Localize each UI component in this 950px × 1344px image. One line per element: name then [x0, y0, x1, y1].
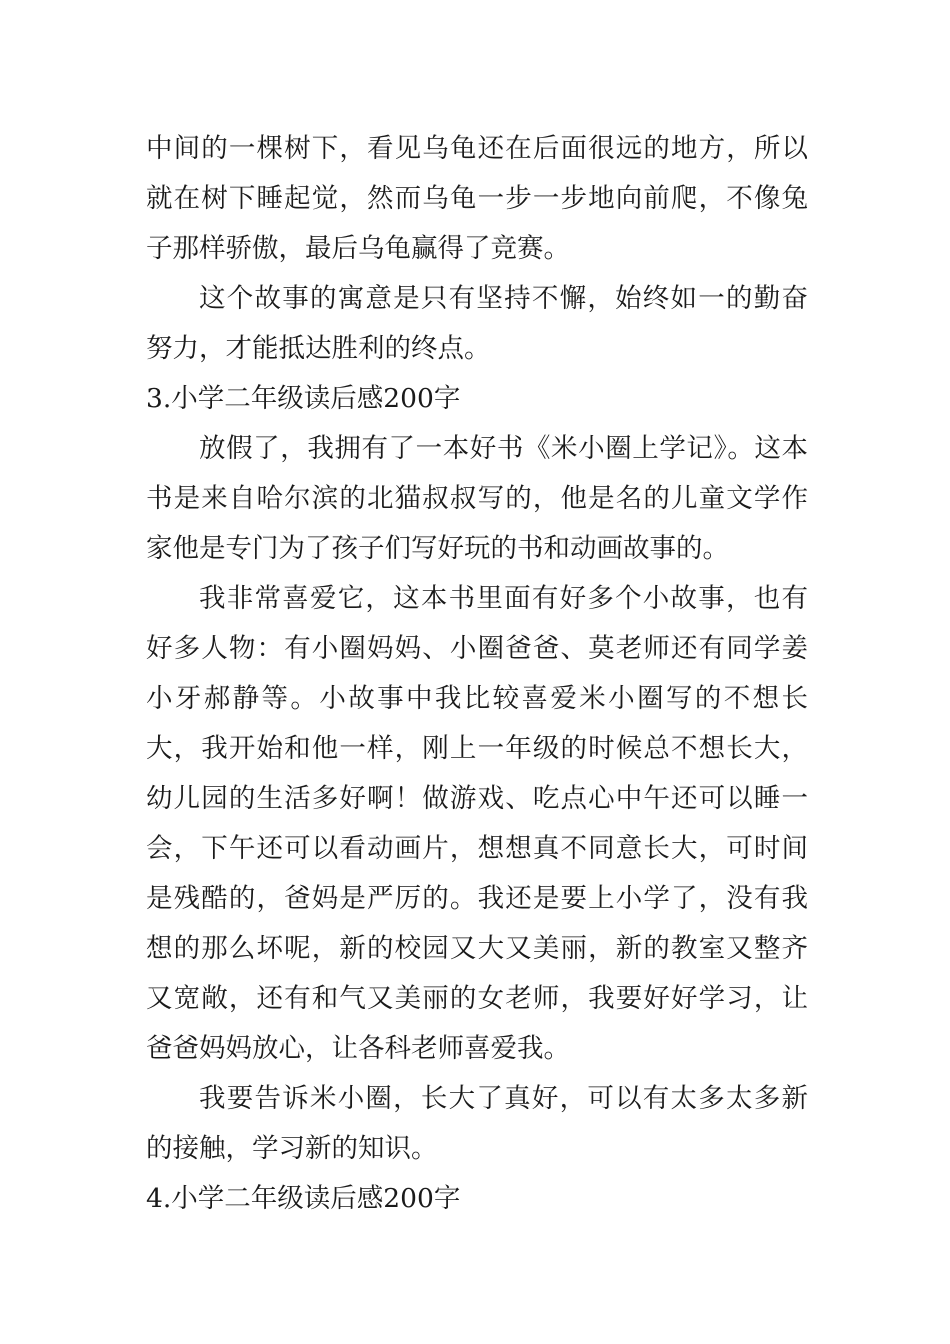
paragraph-continued: 中间的一棵树下，看见乌龟还在后面很远的地方，所以就在树下睡起觉，然而乌龟一步一步地向前爬，不像兔子那样骄傲，最后乌龟赢得了竞赛。 — [146, 133, 808, 264]
section-heading-3: 3.小学二年级读后感200字 — [146, 383, 461, 414]
paragraph-book-story: 我非常喜爱它，这本书里面有好多个小故事，也有好多人物：有小圈妈妈、小圈爸爸、莫老师还有同学姜小牙郝静等。小故事中我比较喜爱米小圈写的不想长大，我开始和他一样，刚上一年级的时候总不想长大，幼儿园的生活多好啊！做游戏、吃点心中午还可以睡一会，下午还可以看动画片，想想真不同意长大，可时间是残酷的，爸妈是严厉的。我还是要上小学了，没有我想的那么坏呢，新的校园又大又美丽，新的教室又整齐又宽敞，还有和气又美丽的女老师，我要好好学习，让爸爸妈妈放心，让各科老师喜爱我。 — [146, 583, 808, 1064]
document-body — [146, 124, 808, 1224]
section-heading-4: 4.小学二年级读后感200字 — [146, 1183, 461, 1214]
paragraph-closing: 我要告诉米小圈，长大了真好，可以有太多太多新的接触，学习新的知识。 — [146, 1083, 808, 1164]
paragraph-book-intro: 放假了，我拥有了一本好书《米小圈上学记》。这本书是来自哈尔滨的北猫叔叔写的，他是名的儿童文学作家他是专门为了孩子们写好玩的书和动画故事的。 — [146, 433, 808, 564]
paragraph-moral: 这个故事的寓意是只有坚持不懈，始终如一的勤奋努力，才能抵达胜利的终点。 — [146, 283, 808, 364]
